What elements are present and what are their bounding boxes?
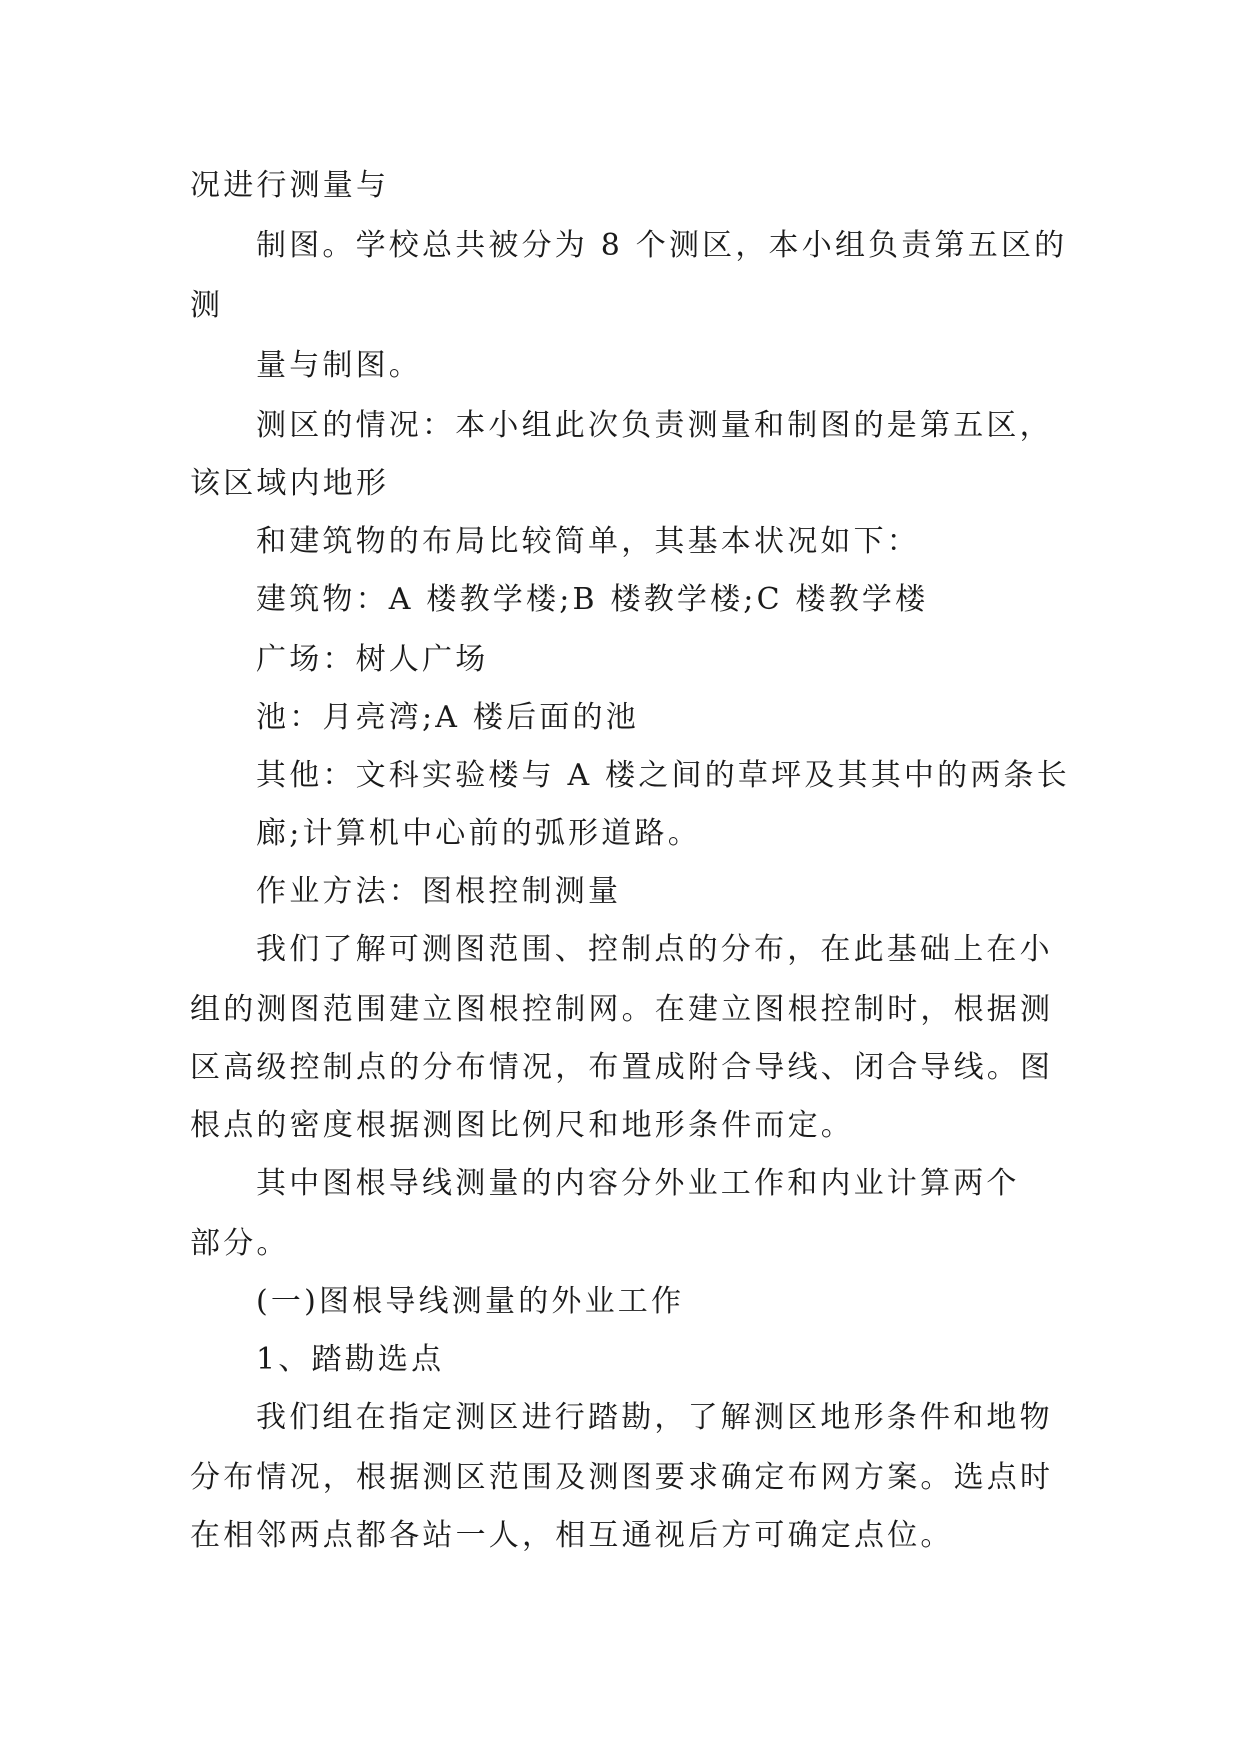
text-line: 量与制图。 [256, 348, 422, 383]
text-line: 部分。 [190, 1226, 290, 1261]
text-line: 作业方法：图根控制测量 [256, 874, 622, 909]
text-line: 组的测图范围建立图根控制网。在建立图根控制时，根据测 [190, 992, 1054, 1027]
text-line: 我们组在指定测区进行踏勘，了解测区地形条件和地物 [256, 1400, 1053, 1435]
text-line: 其他：文科实验楼与 A 楼之间的草坪及其其中的两条长 [256, 758, 1070, 793]
text-line: 池：月亮湾;A 楼后面的池 [256, 700, 639, 735]
text-line: 在相邻两点都各站一人，相互通视后方可确定点位。 [190, 1518, 954, 1553]
text-line: 该区域内地形 [190, 466, 390, 501]
text-line: 广场：树人广场 [256, 642, 489, 677]
text-line: 我们了解可测图范围、控制点的分布，在此基础上在小 [256, 932, 1053, 967]
text-line: 区高级控制点的分布情况，布置成附合导线、闭合导线。图 [190, 1050, 1054, 1085]
text-line: 测区的情况：本小组此次负责测量和制图的是第五区， [256, 408, 1053, 443]
text-line: 1、踏勘选点 [256, 1342, 445, 1377]
text-line: 其中图根导线测量的内容分外业工作和内业计算两个 [256, 1166, 1020, 1201]
text-line: 廊;计算机中心前的弧形道路。 [256, 816, 701, 851]
text-line: 分布情况，根据测区范围及测图要求确定布网方案。选点时 [190, 1460, 1054, 1495]
text-line: 制图。学校总共被分为 8 个测区，本小组负责第五区的 [256, 228, 1068, 263]
text-line: 根点的密度根据测图比例尺和地形条件而定。 [190, 1108, 854, 1143]
text-line: 测 [190, 288, 224, 323]
text-line: 况进行测量与 [190, 168, 390, 203]
text-line: 建筑物：A 楼教学楼;B 楼教学楼;C 楼教学楼 [256, 582, 929, 617]
text-line: (一)图根导线测量的外业工作 [256, 1284, 685, 1319]
text-line: 和建筑物的布局比较简单，其基本状况如下： [256, 524, 920, 559]
